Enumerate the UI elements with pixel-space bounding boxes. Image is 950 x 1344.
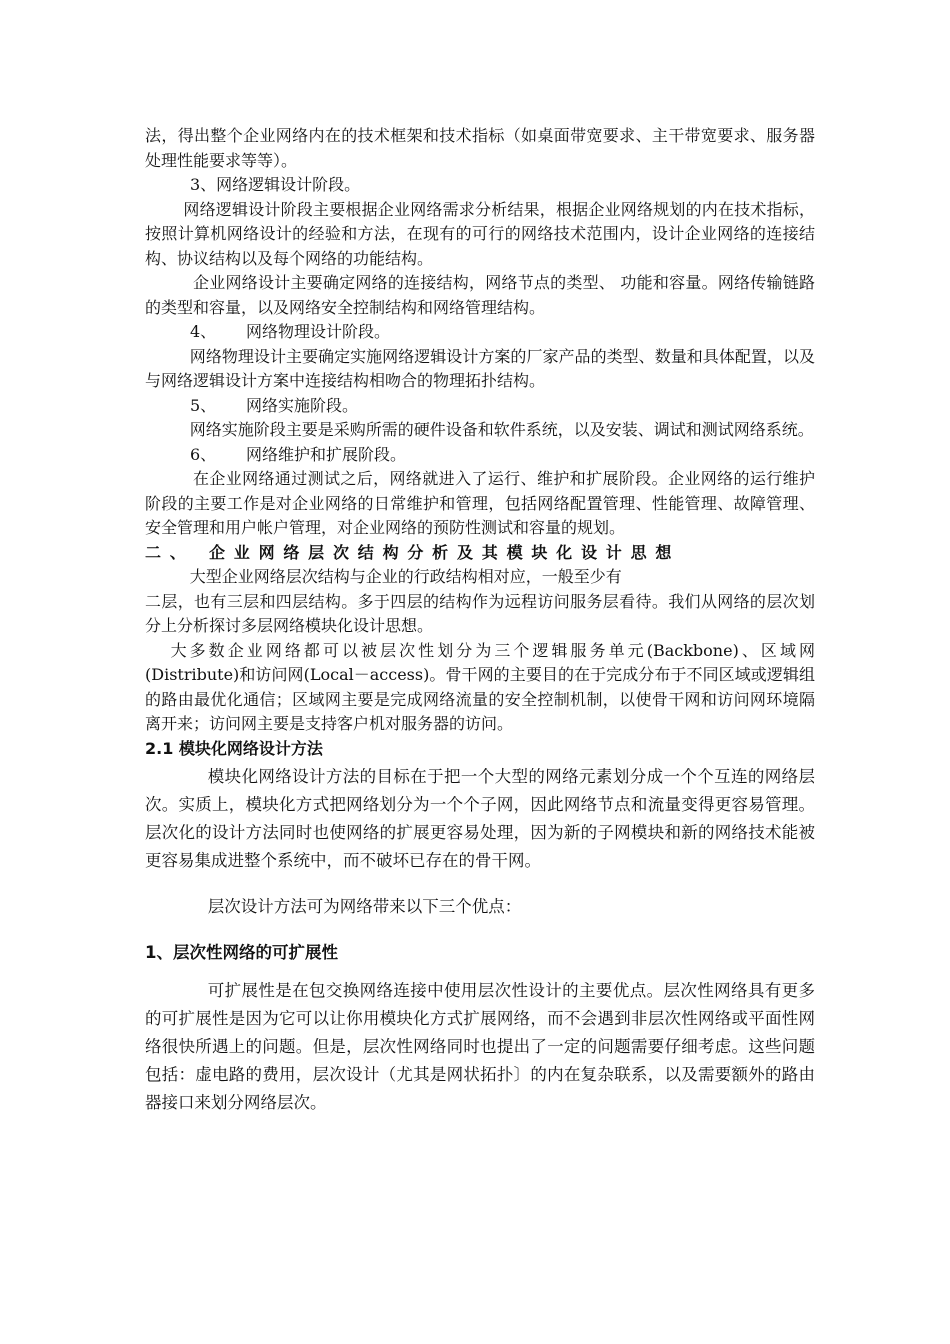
paragraph: 企业网络设计主要确定网络的连接结构，网络节点的类型、 功能和容量。网络传输链路的类型和容量，以及网络安全控制结构和网络管理结构。 [145,273,815,317]
paragraph: 网络物理设计主要确定实施网络逻辑设计方案的厂家产品的类型、数量和具体配置，以及与网络逻辑设计方案中连接结构相吻合的物理拓扑结构。 [145,346,815,390]
step-number: 4、 [190,322,217,341]
subsection-heading: 1、层次性网络的可扩展性 [145,943,338,962]
paragraph: 在企业网络通过测试之后，网络就进入了运行、维护和扩展阶段。企业网络的运行维护阶段的主要工作是对企业网络的日常维护和管理，包括网络配置管理、性能管理、故障管理、安全管理和用户帐户管理，对企业网络的预防性测试和容量的规划。 [145,469,815,537]
paragraph: 大型企业网络层次结构与企业的行政结构相对应，一般至少有 [189,567,622,586]
step-title: 网络维护和扩展阶段。 [246,444,407,464]
step-number: 6、 [190,444,217,464]
step-heading-4 [145,320,815,345]
step-heading-3: 3、网络逻辑设计阶段。 [190,175,361,194]
paragraph: 大多数企业网络都可以被层次性划分为三个逻辑服务单元(Backbone)、区域网(Distribute)和访问网(Local－access)。骨干网的主要目的在于完成分布于不同区域或逻辑组的路由最优化通信；区域网主要是完成网络流量的安全控制机制，以使骨干网和访问网环境隔离开来；访问网主要是支持客户机对服务器的访问。 [145,640,815,733]
document-body [145,124,815,1117]
subsection-heading: 2.1 模块化网络设计方法 [145,738,323,758]
step-title: 网络实施阶段。 [246,395,359,415]
spacer [145,967,815,977]
spacer [145,875,815,893]
step-heading-6 [145,443,815,468]
step-heading-5 [145,394,815,419]
paragraph: 二层，也有三层和四层结构。多于四层的结构作为远程访问服务层看待。我们从网络的层次划分上分析探讨多层网络模块化设计思想。 [145,591,815,635]
paragraph: 法，得出整个企业网络内在的技术框架和技术指标（如桌面带宽要求、主干带宽要求、服务器处理性能要求等等）。 [145,126,815,170]
section-heading: 二、 企业网络层次结构分析及其模块化设计思想 [145,542,681,562]
paragraph: 模块化网络设计方法的目标在于把一个大型的网络元素划分成一个个互连的网络层次。实质上，模块化方式把网络划分为一个个子网，因此网络节点和流量变得更容易管理。层次化的设计方法同时也使网络的扩展更容易处理，因为新的子网模块和新的网络技术能被更容易集成进整个系统中，而不破坏已存在的骨干网。 [145,767,815,870]
spacer [145,921,815,939]
step-number: 5、 [190,395,217,415]
step-title: 网络物理设计阶段。 [246,322,391,341]
paragraph: 网络逻辑设计阶段主要根据企业网络需求分析结果，根据企业网络规划的内在技术指标，按照计算机网络设计的经验和方法，在现有的可行的网络技术范围内，设计企业网络的连接结构、协议结构以及每个网络的功能结构。 [145,199,815,268]
paragraph: 网络实施阶段主要是采购所需的硬件设备和软件系统，以及安装、调试和测试网络系统。 [189,420,814,439]
modular-design-block [145,763,815,1117]
paragraph: 层次设计方法可为网络带来以下三个优点： [207,897,522,916]
paragraph: 可扩展性是在包交换网络连接中使用层次性设计的主要优点。层次性网络具有更多的可扩展性是因为它可以让你用模块化方式扩展网络，而不会遇到非层次性网络或平面性网络很快所遇上的问题。但是，层次性网络同时也提出了一定的问题需要仔细考虑。这些问题包括：虚电路的费用，层次设计（尤其是网状拓扑〕的内在复杂联系，以及需要额外的路由器接口来划分网络层次。 [145,981,815,1112]
